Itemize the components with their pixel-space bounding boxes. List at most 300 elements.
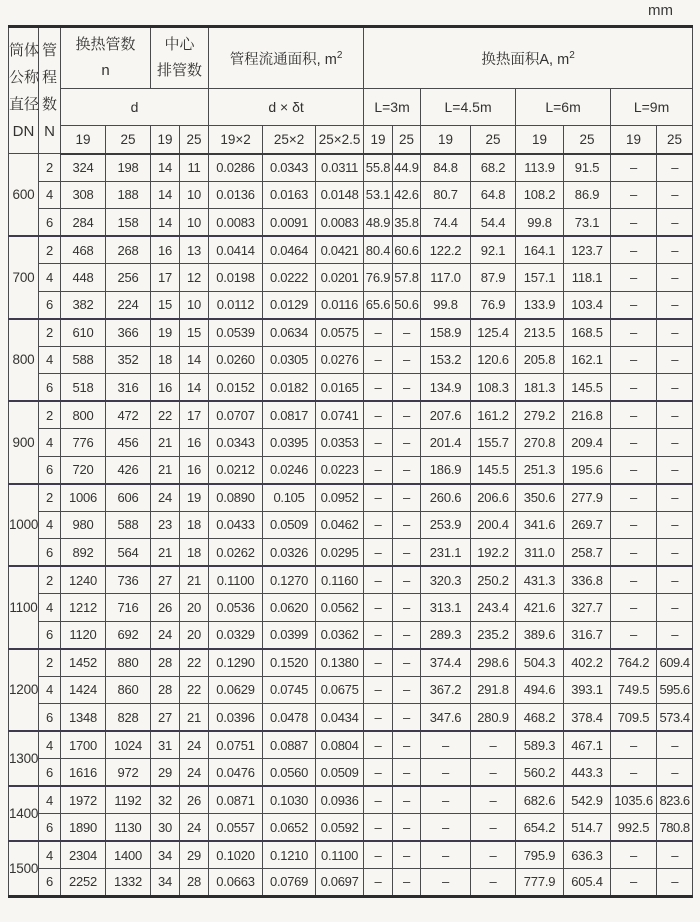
data-cell: 0.0575	[316, 319, 364, 347]
subheader-length-4-5m: L=4.5m	[421, 89, 516, 126]
data-cell: 0.0212	[209, 456, 263, 484]
data-cell: 682.6	[516, 786, 564, 814]
data-cell: 0.0112	[209, 291, 263, 319]
data-cell: 24	[180, 759, 209, 787]
dn-value: 1200	[9, 649, 39, 732]
data-cell: 0.0663	[209, 869, 263, 897]
data-cell: 0.0399	[263, 621, 316, 649]
data-cell: 308	[61, 181, 106, 209]
data-cell: 0.0223	[316, 456, 364, 484]
data-cell: –	[657, 594, 693, 622]
data-cell: 468	[61, 236, 106, 264]
data-cell: 588	[106, 511, 151, 539]
data-cell: 0.1160	[316, 566, 364, 594]
data-cell: 17	[151, 264, 180, 292]
data-cell: 0.0343	[263, 154, 316, 182]
data-cell: 206.6	[471, 484, 516, 512]
data-cell: –	[611, 484, 657, 512]
pass-count-value: 2	[39, 319, 61, 347]
data-cell: 13	[180, 236, 209, 264]
dn-value: 600	[9, 154, 39, 237]
data-cell: –	[393, 759, 421, 787]
subcol-label: 25×2.5	[316, 126, 364, 154]
data-cell: 14	[151, 209, 180, 237]
data-cell: –	[611, 346, 657, 374]
data-cell: –	[611, 209, 657, 237]
data-cell: –	[364, 841, 393, 869]
data-cell: –	[611, 236, 657, 264]
col-header-heat-area	[364, 27, 693, 89]
table-row	[9, 786, 693, 814]
data-cell: –	[364, 456, 393, 484]
data-cell: 518	[61, 374, 106, 402]
data-cell: –	[393, 841, 421, 869]
data-cell: –	[393, 676, 421, 704]
data-cell: 80.7	[421, 181, 471, 209]
table-row	[9, 759, 693, 787]
data-cell: 99.8	[516, 209, 564, 237]
data-cell: 268	[106, 236, 151, 264]
subheader-d: d	[61, 89, 209, 126]
data-cell: 16	[151, 236, 180, 264]
data-cell: 456	[106, 429, 151, 457]
data-cell: 0.0560	[263, 759, 316, 787]
data-cell: 0.1030	[263, 786, 316, 814]
data-cell: 1890	[61, 814, 106, 842]
data-cell: 605.4	[564, 869, 611, 897]
data-cell: –	[393, 786, 421, 814]
data-cell: 145.5	[564, 374, 611, 402]
pass-count-value: 4	[39, 429, 61, 457]
data-cell: –	[611, 456, 657, 484]
subcol-label: 25	[180, 126, 209, 154]
data-cell: 0.0769	[263, 869, 316, 897]
data-cell: –	[364, 429, 393, 457]
data-cell: –	[611, 264, 657, 292]
data-cell: 76.9	[471, 291, 516, 319]
table-row	[9, 484, 693, 512]
data-cell: 145.5	[471, 456, 516, 484]
data-cell: 0.0414	[209, 236, 263, 264]
data-cell: –	[393, 346, 421, 374]
data-cell: 0.0163	[263, 181, 316, 209]
data-cell: 155.7	[471, 429, 516, 457]
data-cell: –	[364, 594, 393, 622]
data-cell: 54.4	[471, 209, 516, 237]
data-cell: 382	[61, 291, 106, 319]
data-cell: 0.0329	[209, 621, 263, 649]
data-cell: 298.6	[471, 649, 516, 677]
data-cell: 15	[180, 319, 209, 347]
data-cell: 0.0804	[316, 731, 364, 759]
data-cell: 749.5	[611, 676, 657, 704]
subcol-label: 25	[657, 126, 693, 154]
col-header-tube-passes	[39, 27, 61, 154]
data-cell: 28	[151, 676, 180, 704]
data-cell: 181.3	[516, 374, 564, 402]
data-cell: –	[393, 594, 421, 622]
data-cell: 0.0091	[263, 209, 316, 237]
table-row	[9, 676, 693, 704]
header-line: 程	[41, 68, 57, 86]
data-cell: 0.0707	[209, 401, 263, 429]
data-cell: 0.0343	[209, 429, 263, 457]
data-cell: 327.7	[564, 594, 611, 622]
table-row	[9, 456, 693, 484]
subcol-label: 25×2	[263, 126, 316, 154]
data-cell: 316.7	[564, 621, 611, 649]
data-cell: 736	[106, 566, 151, 594]
data-cell: 1240	[61, 566, 106, 594]
data-cell: 0.0652	[263, 814, 316, 842]
data-cell: –	[393, 814, 421, 842]
data-cell: 16	[180, 429, 209, 457]
superscript: 2	[336, 49, 343, 61]
data-cell: 291.8	[471, 676, 516, 704]
data-cell: 32	[151, 786, 180, 814]
data-cell: 158.9	[421, 319, 471, 347]
data-cell: –	[611, 429, 657, 457]
data-cell: 289.3	[421, 621, 471, 649]
data-cell: 28	[180, 869, 209, 897]
data-cell: –	[364, 621, 393, 649]
data-cell: 24	[151, 621, 180, 649]
data-cell: 12	[180, 264, 209, 292]
header-line: 公称	[9, 68, 40, 86]
data-cell: 270.8	[516, 429, 564, 457]
data-cell: 0.1020	[209, 841, 263, 869]
col-header-tube-count	[61, 27, 151, 89]
subcol-label: 25	[471, 126, 516, 154]
table-row	[9, 291, 693, 319]
data-cell: 50.6	[393, 291, 421, 319]
data-cell: 19	[180, 484, 209, 512]
data-cell: 256	[106, 264, 151, 292]
data-cell: –	[364, 319, 393, 347]
data-cell: –	[421, 814, 471, 842]
data-cell: 1120	[61, 621, 106, 649]
data-cell: 123.7	[564, 236, 611, 264]
data-cell: 780.8	[657, 814, 693, 842]
header-row-2	[9, 89, 693, 126]
data-cell: 0.0509	[263, 511, 316, 539]
data-cell: 29	[180, 841, 209, 869]
data-cell: 0.0562	[316, 594, 364, 622]
data-cell: 313.1	[421, 594, 471, 622]
data-cell: –	[657, 456, 693, 484]
pass-count-value: 6	[39, 374, 61, 402]
data-cell: –	[364, 566, 393, 594]
data-cell: 22	[151, 401, 180, 429]
data-cell: –	[393, 704, 421, 732]
data-cell: 610	[61, 319, 106, 347]
data-cell: 0.0557	[209, 814, 263, 842]
data-cell: 161.2	[471, 401, 516, 429]
data-cell: –	[364, 731, 393, 759]
data-cell: 980	[61, 511, 106, 539]
data-cell: 426	[106, 456, 151, 484]
data-cell: 716	[106, 594, 151, 622]
data-cell: 157.1	[516, 264, 564, 292]
dn-value: 1100	[9, 566, 39, 649]
data-cell: –	[657, 759, 693, 787]
data-cell: 29	[151, 759, 180, 787]
data-cell: 1700	[61, 731, 106, 759]
data-cell: 14	[180, 374, 209, 402]
data-cell: 21	[151, 456, 180, 484]
data-cell: 0.0362	[316, 621, 364, 649]
data-cell: –	[393, 484, 421, 512]
data-cell: 0.0433	[209, 511, 263, 539]
data-cell: 164.1	[516, 236, 564, 264]
data-cell: 654.2	[516, 814, 564, 842]
data-cell: 564	[106, 539, 151, 567]
data-cell: 57.8	[393, 264, 421, 292]
data-cell: 1452	[61, 649, 106, 677]
header-line: 直径	[9, 95, 40, 113]
data-cell: 542.9	[564, 786, 611, 814]
data-cell: 0.0675	[316, 676, 364, 704]
data-cell: 0.0222	[263, 264, 316, 292]
data-cell: 231.1	[421, 539, 471, 567]
data-cell: 366	[106, 319, 151, 347]
data-cell: –	[611, 154, 657, 182]
data-cell: 0.0129	[263, 291, 316, 319]
pass-count-value: 2	[39, 401, 61, 429]
subheader-length-9m: L=9m	[611, 89, 693, 126]
header-line: 数	[41, 95, 57, 113]
data-cell: –	[364, 346, 393, 374]
data-cell: –	[393, 566, 421, 594]
data-cell: 31	[151, 731, 180, 759]
data-cell: 0.0536	[209, 594, 263, 622]
data-cell: 122.2	[421, 236, 471, 264]
data-cell: 134.9	[421, 374, 471, 402]
table-row	[9, 539, 693, 567]
data-cell: –	[393, 539, 421, 567]
data-cell: –	[657, 869, 693, 897]
dn-value: 700	[9, 236, 39, 319]
data-cell: –	[657, 484, 693, 512]
data-cell: 1024	[106, 731, 151, 759]
data-cell: 0.0745	[263, 676, 316, 704]
data-cell: –	[364, 869, 393, 897]
data-cell: 48.9	[364, 209, 393, 237]
data-cell: 402.2	[564, 649, 611, 677]
data-cell: 74.4	[421, 209, 471, 237]
data-cell: –	[421, 786, 471, 814]
data-cell: 251.3	[516, 456, 564, 484]
data-cell: 352	[106, 346, 151, 374]
data-cell: –	[421, 759, 471, 787]
table-row	[9, 621, 693, 649]
data-cell: –	[471, 786, 516, 814]
data-cell: –	[364, 676, 393, 704]
table-row	[9, 731, 693, 759]
data-cell: –	[364, 401, 393, 429]
pass-count-value: 4	[39, 264, 61, 292]
data-cell: 284	[61, 209, 106, 237]
data-cell: 0.1100	[209, 566, 263, 594]
data-cell: 0.1210	[263, 841, 316, 869]
data-cell: 125.4	[471, 319, 516, 347]
pass-count-value: 6	[39, 704, 61, 732]
superscript: 2	[569, 49, 575, 61]
header-line: N	[44, 122, 55, 140]
data-cell: 320.3	[421, 566, 471, 594]
data-cell: –	[393, 511, 421, 539]
data-cell: 133.9	[516, 291, 564, 319]
data-cell: –	[611, 401, 657, 429]
data-cell: 24	[180, 731, 209, 759]
data-cell: 60.6	[393, 236, 421, 264]
data-cell: 823.6	[657, 786, 693, 814]
pass-count-value: 6	[39, 814, 61, 842]
data-cell: –	[421, 841, 471, 869]
pass-count-value: 2	[39, 649, 61, 677]
data-cell: 243.4	[471, 594, 516, 622]
data-cell: 18	[180, 539, 209, 567]
data-cell: 324	[61, 154, 106, 182]
data-cell: 0.0539	[209, 319, 263, 347]
data-cell: –	[611, 539, 657, 567]
data-cell: 23	[151, 511, 180, 539]
data-cell: –	[364, 759, 393, 787]
data-cell: –	[657, 401, 693, 429]
data-cell: 0.0871	[209, 786, 263, 814]
data-cell: 0.0148	[316, 181, 364, 209]
data-cell: 68.2	[471, 154, 516, 182]
data-cell: 21	[180, 704, 209, 732]
pass-count-value: 4	[39, 181, 61, 209]
table-row	[9, 429, 693, 457]
pass-count-value: 4	[39, 511, 61, 539]
data-cell: 2252	[61, 869, 106, 897]
data-cell: –	[471, 814, 516, 842]
data-cell: 44.9	[393, 154, 421, 182]
data-cell: 0.0462	[316, 511, 364, 539]
header-row-3	[9, 126, 693, 154]
data-cell: 224	[106, 291, 151, 319]
data-cell: 0.0311	[316, 154, 364, 182]
data-cell: –	[393, 869, 421, 897]
data-cell: 800	[61, 401, 106, 429]
data-cell: –	[364, 484, 393, 512]
header-row-1	[9, 27, 693, 89]
data-cell: 14	[151, 154, 180, 182]
data-cell: 1348	[61, 704, 106, 732]
data-cell: 0.0295	[316, 539, 364, 567]
data-cell: 92.1	[471, 236, 516, 264]
data-cell: 108.2	[516, 181, 564, 209]
data-cell: –	[611, 621, 657, 649]
col-header-flow-area	[209, 27, 364, 89]
data-cell: –	[657, 374, 693, 402]
data-cell: 311.0	[516, 539, 564, 567]
data-cell: 258.7	[564, 539, 611, 567]
data-cell: 0.0434	[316, 704, 364, 732]
pass-count-value: 4	[39, 786, 61, 814]
data-cell: 34	[151, 869, 180, 897]
data-cell: 1332	[106, 869, 151, 897]
table-row	[9, 566, 693, 594]
table-body	[9, 154, 693, 897]
data-cell: 448	[61, 264, 106, 292]
data-cell: –	[364, 786, 393, 814]
data-cell: 153.2	[421, 346, 471, 374]
data-cell: –	[364, 539, 393, 567]
data-cell: 269.7	[564, 511, 611, 539]
data-cell: –	[364, 374, 393, 402]
data-cell: –	[393, 649, 421, 677]
header-text: 管程流通面积, m	[229, 51, 337, 68]
data-cell: 0.0887	[263, 731, 316, 759]
data-cell: 0.0152	[209, 374, 263, 402]
data-cell: 972	[106, 759, 151, 787]
table-row	[9, 511, 693, 539]
data-cell: 1972	[61, 786, 106, 814]
unit-label: mm	[648, 2, 673, 19]
subcol-label: 19	[61, 126, 106, 154]
pass-count-value: 6	[39, 209, 61, 237]
data-cell: 73.1	[564, 209, 611, 237]
data-cell: 14	[151, 181, 180, 209]
data-cell: 1006	[61, 484, 106, 512]
dn-value: 900	[9, 401, 39, 484]
data-cell: 0.0936	[316, 786, 364, 814]
data-cell: 764.2	[611, 649, 657, 677]
subcol-label: 25	[106, 126, 151, 154]
data-cell: 15	[151, 291, 180, 319]
header-line: 中心	[164, 36, 195, 53]
data-cell: 0.0509	[316, 759, 364, 787]
data-cell: –	[657, 841, 693, 869]
data-cell: 87.9	[471, 264, 516, 292]
pass-count-value: 4	[39, 346, 61, 374]
data-cell: 188	[106, 181, 151, 209]
subheader-length-3m: L=3m	[364, 89, 421, 126]
dn-value: 800	[9, 319, 39, 402]
data-cell: 0.0629	[209, 676, 263, 704]
subcol-label: 25	[564, 126, 611, 154]
data-cell: 860	[106, 676, 151, 704]
data-cell: 207.6	[421, 401, 471, 429]
data-cell: 609.4	[657, 649, 693, 677]
data-cell: 0.0741	[316, 401, 364, 429]
data-cell: 0.0620	[263, 594, 316, 622]
data-cell: 195.6	[564, 456, 611, 484]
data-cell: 16	[180, 456, 209, 484]
data-cell: 504.3	[516, 649, 564, 677]
data-cell: 0.1270	[263, 566, 316, 594]
data-cell: –	[393, 731, 421, 759]
data-cell: 336.8	[564, 566, 611, 594]
data-cell: 10	[180, 181, 209, 209]
pass-count-value: 6	[39, 539, 61, 567]
data-cell: 65.6	[364, 291, 393, 319]
data-cell: 162.1	[564, 346, 611, 374]
data-cell: 560.2	[516, 759, 564, 787]
table-row	[9, 704, 693, 732]
data-cell: 99.8	[421, 291, 471, 319]
data-cell: 14	[180, 346, 209, 374]
data-cell: 880	[106, 649, 151, 677]
header-line: n	[101, 62, 110, 79]
pass-count-value: 4	[39, 841, 61, 869]
data-cell: 64.8	[471, 181, 516, 209]
data-cell: –	[657, 731, 693, 759]
data-cell: 0.0198	[209, 264, 263, 292]
